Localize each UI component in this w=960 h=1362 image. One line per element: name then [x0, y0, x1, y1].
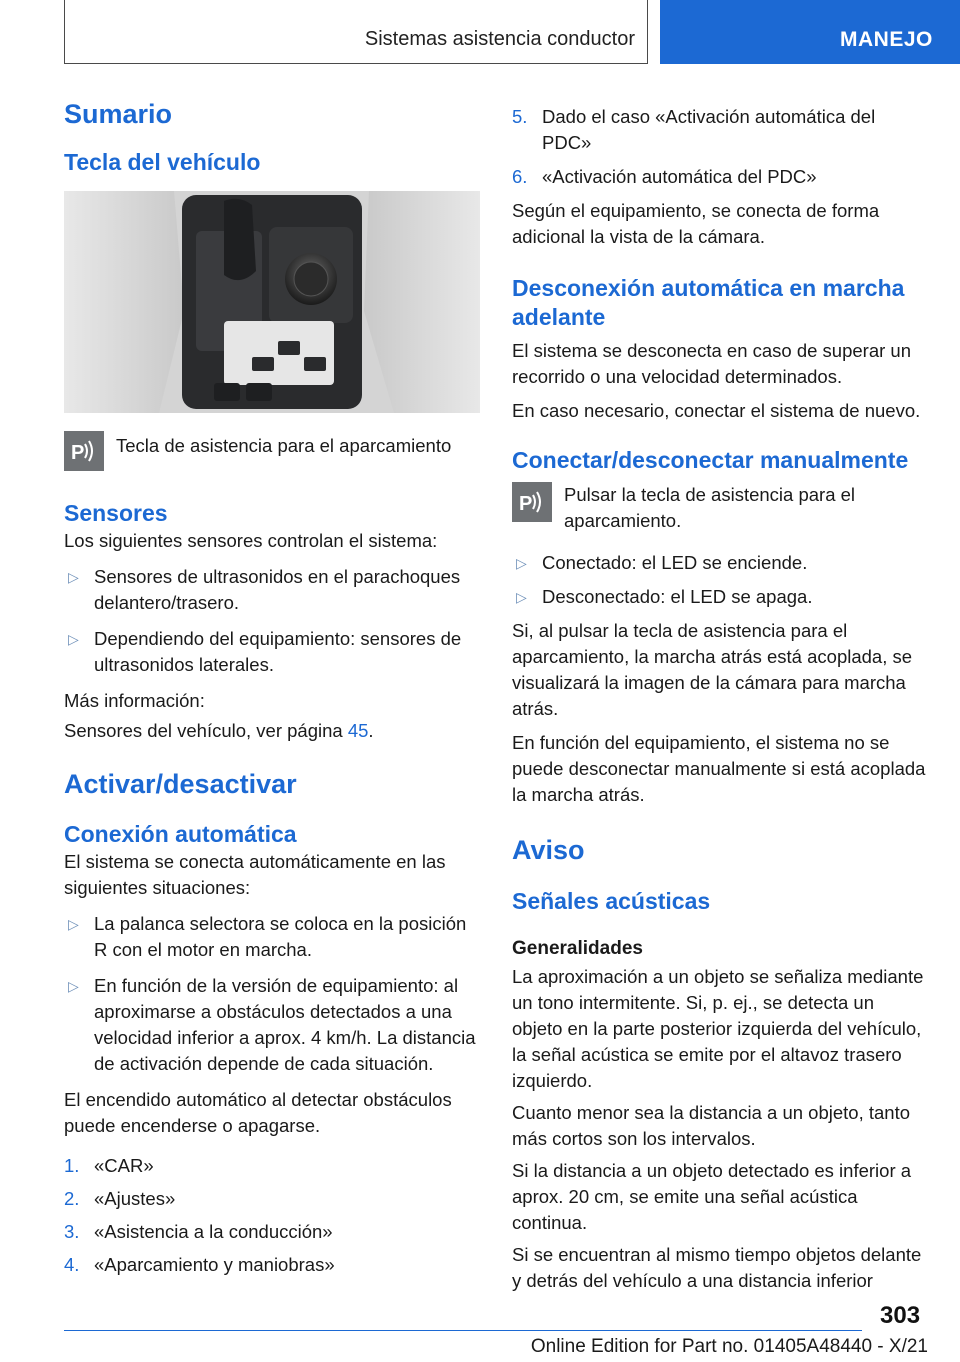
right-column — [512, 104, 928, 1294]
list-item: 6. «Activación automática del PDC» — [512, 166, 817, 187]
desconexion-p2: En caso necesario, conectar el sistema de nuevo. — [512, 399, 921, 421]
page-link[interactable]: 45 — [347, 719, 369, 741]
list-item: 5. Dado el caso «Activación automática del PDC» — [512, 106, 876, 153]
heading-generalidades: Generalidades — [512, 938, 643, 960]
list-item: 1. «CAR» — [64, 1155, 154, 1177]
list-item: ▷ Dependiendo del equipamiento: sensores de ultrasonidos laterales. — [64, 626, 480, 678]
heading-desconexion: Desconexión automática en marcha adelante — [512, 275, 905, 330]
encendido-text: El encendido automático al detectar obstáculos puede encenderse o apagarse. — [64, 1089, 452, 1137]
list-item: 3. «Asistencia a la conducción» — [64, 1221, 333, 1243]
heading-manual: Conectar/desconectar manualmente — [512, 446, 909, 473]
console-photo — [64, 191, 480, 413]
heading-conexion: Conexión automática — [64, 821, 297, 848]
park-assist-button-icon — [512, 482, 552, 522]
manual-icon-row — [512, 482, 928, 534]
triangle-bullet-icon: ▷ — [68, 916, 79, 933]
sensores-intro: Los siguientes sensores controlan el sistema: — [64, 529, 438, 551]
list-item: ▷ En función de la versión de equipamiento: al aproximarse a obstáculos detectados a una velocidad inferior a aprox. 4 km/h. La distancia de activación depende de cada situación. — [64, 973, 480, 1077]
svg-text:P: P — [519, 493, 533, 516]
list-item: ▷ La palanca selectora se coloca en la posición R con el motor en marcha. — [64, 911, 480, 963]
svg-text:P: P — [71, 442, 85, 465]
heading-aviso: Aviso — [512, 835, 585, 866]
caption-row — [64, 431, 480, 471]
triangle-bullet-icon: ▷ — [68, 630, 79, 647]
chapter-tab[interactable]: MANEJO — [660, 0, 960, 64]
heading-activar: Activar/desactivar — [64, 768, 297, 799]
manual-icon-text: Pulsar la tecla de asistencia para el aparcamiento. — [564, 484, 856, 532]
sensores-list — [64, 564, 480, 678]
image-caption: Tecla de asistencia para el aparcamiento — [116, 435, 452, 457]
manual-list — [512, 550, 928, 610]
heading-sumario: Sumario — [64, 99, 173, 129]
sensores-reference: Sensores del vehículo, ver página 45. — [64, 719, 374, 741]
heading-senales: Señales acústicas — [512, 887, 711, 914]
gen-p1: La aproximación a un objeto se señaliza mediante un tono intermitente. Si, p. ej., se detecta un objeto en la parte posterior izquierda del vehículo, la señal acústica se emite por el altavoz trasero izquierdo. — [512, 966, 924, 1092]
footer-edition: Online Edition for Part no. 01405A48440 - X/21 — [530, 1336, 928, 1357]
list-item: 2. «Ajustes» — [64, 1188, 176, 1210]
list-item: ▷ Desconectado: el LED se apaga. — [512, 584, 928, 610]
triangle-bullet-icon: ▷ — [516, 555, 527, 572]
manual-p2: En función del equipamiento, el sistema no se puede desconectar manualmente si está acoplada la marcha atrás. — [512, 732, 926, 806]
section-title: Sistemas asistencia conductor — [364, 28, 635, 50]
list-item: ▷ Conectado: el LED se enciende. — [512, 550, 928, 576]
gen-p3: Si la distancia a un objeto detectado es inferior a aprox. 20 cm, se emite una señal acústica continua. — [512, 1160, 912, 1234]
mas-info: Más información: — [64, 689, 205, 711]
triangle-bullet-icon: ▷ — [68, 568, 79, 585]
conexion-list — [64, 911, 480, 1077]
list-item: ▷ Sensores de ultrasonidos en el parachoques delantero/trasero. — [64, 564, 480, 616]
gen-p4: Si se encuentran al mismo tiempo objetos delante y detrás del vehículo a una distancia inferior — [512, 1244, 922, 1292]
park-assist-button-icon — [64, 431, 104, 471]
footer-divider — [64, 1330, 862, 1331]
page-number: 303 — [880, 1302, 921, 1329]
conexion-intro: El sistema se conecta automáticamente en las siguientes situaciones: — [64, 851, 446, 899]
steps-list — [64, 1153, 480, 1278]
triangle-bullet-icon: ▷ — [516, 589, 527, 606]
center-console-illustration — [64, 191, 480, 413]
gen-p2: Cuanto menor sea la distancia a un objeto, tanto más cortos son los intervalos. — [512, 1102, 911, 1150]
left-column — [64, 98, 480, 1278]
list-item: 4. «Aparcamiento y maniobras» — [64, 1254, 335, 1276]
camara-text: Según el equipamiento, se conecta de forma adicional la vista de la cámara. — [512, 200, 880, 247]
triangle-bullet-icon: ▷ — [68, 978, 79, 995]
heading-tecla: Tecla del vehículo — [64, 149, 261, 176]
manual-p1: Si, al pulsar la tecla de asistencia para el aparcamiento, la marcha atrás está acoplada, se visualizará la imagen de la cámara para marcha atrás. — [512, 620, 913, 720]
header-frame — [64, 0, 648, 64]
desconexion-p1: El sistema se desconecta en caso de superar un recorrido o una velocidad determinados. — [512, 339, 912, 387]
heading-sensores: Sensores — [64, 500, 168, 527]
